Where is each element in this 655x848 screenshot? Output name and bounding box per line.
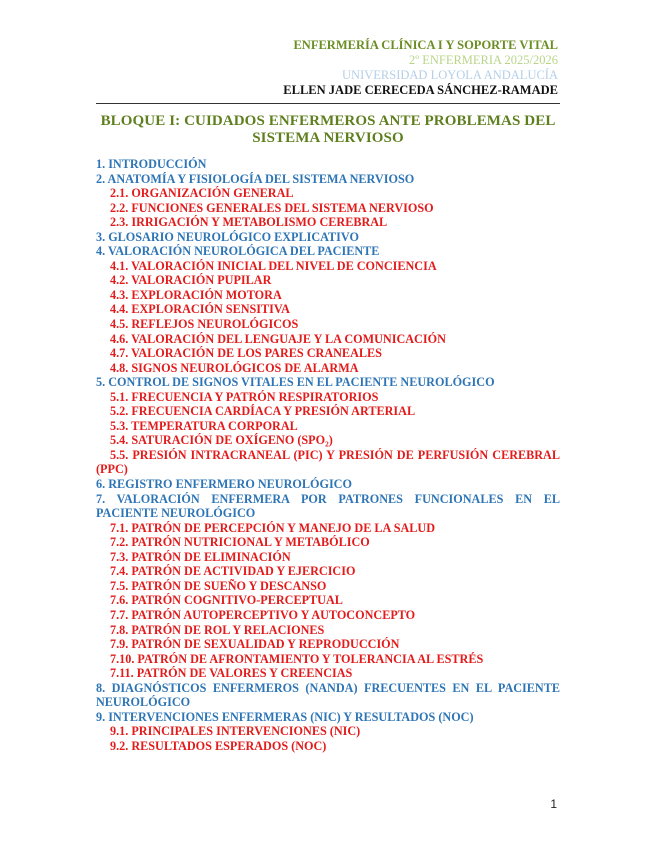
- header-year: 2º ENFERMERIA 2025/2026: [408, 53, 558, 67]
- toc-subsection[interactable]: 7.6. PATRÓN COGNITIVO-PERCEPTUAL: [110, 593, 343, 608]
- toc-subsection[interactable]: 2.3. IRRIGACIÓN Y METABOLISMO CEREBRAL: [110, 215, 388, 230]
- toc-subsection[interactable]: 4.5. REFLEJOS NEUROLÓGICOS: [110, 317, 299, 332]
- toc-subsection[interactable]: 7.8. PATRÓN DE ROL Y RELACIONES: [110, 622, 325, 637]
- toc-subsection[interactable]: 4.3. EXPLORACIÓN MOTORA: [110, 287, 282, 302]
- toc-subsection[interactable]: 4.2. VALORACIÓN PUPILAR: [110, 273, 272, 288]
- toc-subsection[interactable]: 4.8. SIGNOS NEUROLÓGICOS DE ALARMA: [110, 360, 359, 375]
- toc-section[interactable]: 3. GLOSARIO NEUROLÓGICO EXPLICATIVO: [96, 229, 359, 244]
- table-of-contents: [96, 157, 560, 753]
- toc-subsection[interactable]: 7.9. PATRÓN DE SEXUALIDAD Y REPRODUCCIÓN: [110, 637, 400, 652]
- header-divider: [96, 103, 560, 104]
- toc-subsection[interactable]: 7.2. PATRÓN NUTRICIONAL Y METABÓLICO: [110, 535, 370, 550]
- toc-section[interactable]: 7. VALORACIÓN ENFERMERA POR PATRONES FUNCIONALES EN EL PACIENTE NEUROLÓGICO: [96, 491, 560, 521]
- toc-section[interactable]: 4. VALORACIÓN NEUROLÓGICA DEL PACIENTE: [96, 244, 380, 259]
- toc-subsection[interactable]: 7.1. PATRÓN DE PERCEPCIÓN Y MANEJO DE LA SALUD: [110, 520, 436, 535]
- toc-subsection[interactable]: 4.4. EXPLORACIÓN SENSITIVA: [110, 302, 290, 317]
- toc-subsection[interactable]: 7.11. PATRÓN DE VALORES Y CREENCIAS: [110, 666, 353, 681]
- toc-section[interactable]: 8. DIAGNÓSTICOS ENFERMEROS (NANDA) FRECUENTES EN EL PACIENTE NEUROLÓGICO: [96, 680, 560, 710]
- toc-subsection[interactable]: 7.4. PATRÓN DE ACTIVIDAD Y EJERCICIO: [110, 564, 356, 579]
- toc-section[interactable]: 1. INTRODUCCIÓN: [96, 157, 207, 171]
- toc-subsection[interactable]: 5.5. PRESIÓN INTRACRANEAL (PIC) Y PRESIÓN DE PERFUSIÓN CEREBRAL (PPC): [96, 447, 560, 477]
- toc-subsection[interactable]: 5.3. TEMPERATURA CORPORAL: [110, 418, 298, 433]
- toc-subsection[interactable]: 5.2. FRECUENCIA CARDÍACA Y PRESIÓN ARTERIAL: [110, 404, 416, 419]
- toc-subsection[interactable]: 2.1. ORGANIZACIÓN GENERAL: [110, 186, 294, 201]
- toc-subsection[interactable]: 2.2. FUNCIONES GENERALES DEL SISTEMA NERVIOSO: [110, 200, 434, 215]
- header-course: ENFERMERÍA CLÍNICA I Y SOPORTE VITAL: [293, 38, 558, 52]
- toc-section[interactable]: 6. REGISTRO ENFERMERO NEUROLÓGICO: [96, 477, 352, 492]
- toc-subsection[interactable]: 5.1. FRECUENCIA Y PATRÓN RESPIRATORIOS: [110, 389, 379, 404]
- block-title: BLOQUE I: CUIDADOS ENFERMEROS ANTE PROBLEMAS DEL SISTEMA NERVIOSO: [100, 113, 556, 146]
- header-author: ELLEN JADE CERECEDA SÁNCHEZ-RAMADE: [283, 83, 558, 97]
- page-number: 1: [550, 797, 557, 811]
- toc-subsection[interactable]: 7.7. PATRÓN AUTOPERCEPTIVO Y AUTOCONCEPTO: [110, 607, 416, 622]
- toc-subsection[interactable]: 7.3. PATRÓN DE ELIMINACIÓN: [110, 549, 291, 564]
- toc-subsection[interactable]: 7.5. PATRÓN DE SUEÑO Y DESCANSO: [110, 578, 327, 593]
- toc-subsection[interactable]: 9.1. PRINCIPALES INTERVENCIONES (NIC): [110, 724, 361, 739]
- toc-subsection[interactable]: 4.7. VALORACIÓN DE LOS PARES CRANEALES: [110, 346, 382, 361]
- toc-section[interactable]: 5. CONTROL DE SIGNOS VITALES EN EL PACIENTE NEUROLÓGICO: [96, 375, 495, 390]
- page-header: [283, 38, 558, 98]
- toc-section[interactable]: 9. INTERVENCIONES ENFERMERAS (NIC) Y RESULTADOS (NOC): [96, 709, 474, 724]
- header-university: UNIVERSIDAD LOYOLA ANDALUCÍA: [342, 68, 558, 82]
- toc-subsection[interactable]: 4.6. VALORACIÓN DEL LENGUAJE Y LA COMUNICACIÓN: [110, 331, 446, 346]
- toc-subsection[interactable]: 5.4. SATURACIÓN DE OXÍGENO (SPO₂): [110, 433, 333, 448]
- toc-subsection[interactable]: 7.10. PATRÓN DE AFRONTAMIENTO Y TOLERANCIA AL ESTRÉS: [110, 651, 484, 666]
- toc-subsection[interactable]: 4.1. VALORACIÓN INICIAL DEL NIVEL DE CONCIENCIA: [110, 258, 437, 273]
- toc-section[interactable]: 2. ANATOMÍA Y FISIOLOGÍA DEL SISTEMA NERVIOSO: [96, 171, 415, 186]
- toc-subsection[interactable]: 9.2. RESULTADOS ESPERADOS (NOC): [110, 738, 327, 753]
